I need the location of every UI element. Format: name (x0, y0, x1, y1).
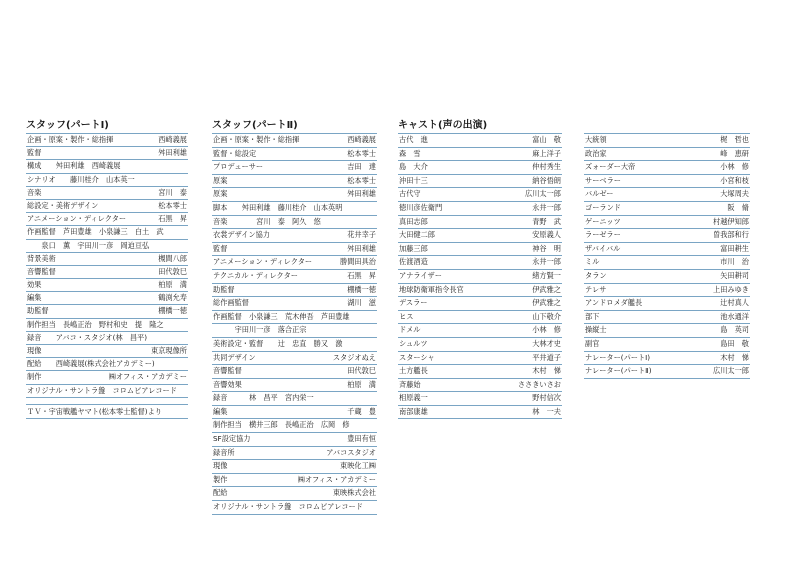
credit-name: 緒方賢一 (532, 270, 561, 280)
credit-role: 総設定・美術デザイン (27, 200, 99, 210)
credit-name: 仲村秀生 (532, 162, 561, 172)
credit-row (398, 175, 562, 189)
credit-name: 野村信次 (532, 393, 561, 403)
credit-role: 企画・原案・製作・総指揮 (213, 135, 300, 144)
credit-row (26, 319, 188, 332)
credit-role: 録音所 (213, 447, 235, 457)
credit-name: 市川 治 (720, 257, 749, 267)
credit-row (212, 487, 377, 501)
credit-row (398, 297, 562, 311)
credit-row (212, 284, 377, 298)
credit-row (212, 243, 377, 257)
credit-role: サーベラー (585, 175, 621, 185)
credit-row (26, 358, 188, 371)
credit-name: 峰 恵研 (720, 148, 749, 158)
credit-row (584, 243, 750, 257)
credit-row (26, 253, 188, 266)
credit-row (398, 270, 562, 284)
credit-name: 柏原 満 (347, 379, 376, 389)
credit-role: 音楽 (27, 187, 42, 197)
credit-row (26, 305, 188, 318)
credit-name: 富山 敬 (532, 135, 561, 144)
credit-role: 録音 林 昌平 宮内栄一 (213, 393, 314, 403)
credit-row (212, 161, 377, 175)
staff-part1-heading: スタッフ(パートⅠ) (26, 120, 109, 131)
credit-role: デスラー (399, 298, 428, 308)
credit-role: 監督 (27, 148, 42, 158)
credit-role: 音響監督 (27, 266, 56, 276)
credit-role: 大統領 (585, 135, 607, 144)
credit-row (26, 371, 188, 384)
credit-role: 配給 (213, 488, 228, 498)
credit-role: 島 大介 (399, 162, 428, 172)
credit-name: 石黒 昇 (347, 270, 376, 280)
credit-role: ミル (585, 257, 600, 267)
cast-heading-spacer (584, 120, 750, 132)
credit-row (398, 188, 562, 202)
credit-row (212, 175, 377, 189)
credit-row (398, 202, 562, 216)
credit-role: 部下 (585, 311, 600, 321)
credit-row (584, 297, 750, 311)
credit-role: バルゼー (585, 189, 614, 199)
credit-row (584, 270, 750, 284)
credit-row (398, 379, 562, 393)
credit-name: 阪 脩 (727, 202, 749, 212)
credit-name: 千蔵 豊 (347, 406, 376, 416)
credit-role: 制作 (27, 372, 42, 382)
staff-part2-list (212, 133, 377, 515)
credit-role: ナレーター(パートⅠ) (585, 352, 651, 362)
credit-role: 古代 進 (399, 135, 428, 144)
credit-name: 永井一郎 (532, 202, 561, 212)
credit-name: 納谷悟朗 (532, 175, 561, 185)
credit-row (584, 365, 750, 379)
credit-role: シュルツ (399, 338, 428, 348)
credit-name: 湖川 滋 (347, 298, 376, 308)
credit-name: 田代敦巳 (158, 266, 187, 276)
credit-role: 製作 (213, 474, 228, 484)
credit-name: 曽我部和行 (713, 230, 749, 240)
credit-name: 石黒 昇 (158, 214, 187, 224)
credit-row (398, 243, 562, 257)
credit-name: 吉田 達 (347, 162, 376, 172)
credit-role: 相原義一 (399, 393, 428, 403)
credit-role: ヒス (399, 311, 414, 321)
credit-name: 村越伊知郎 (713, 216, 749, 226)
credit-row (212, 460, 377, 474)
credit-role: ゴーランド (585, 202, 621, 212)
credit-role: 大田健二郎 (399, 230, 435, 240)
credit-row (26, 147, 188, 160)
credit-name: 広川太一郎 (525, 189, 561, 199)
credit-row (398, 338, 562, 352)
credit-row (398, 256, 562, 270)
cast-section (398, 120, 562, 419)
credit-role: シナリオ 藤川桂介 山本英一 (27, 174, 135, 184)
credit-row (212, 501, 377, 515)
credit-role: テレサ (585, 284, 607, 294)
credit-role: 背景美術 (27, 253, 56, 263)
credit-row (212, 256, 377, 270)
credit-name: 平井道子 (532, 352, 561, 362)
credit-role: 佐渡酒造 (399, 257, 428, 267)
credit-row (584, 161, 750, 175)
credit-role: 制作担当 横井三郎 長嶋正治 広岡 修 (213, 420, 350, 430)
credit-role: 現像 (27, 346, 42, 355)
credit-name: 麻上洋子 (532, 148, 561, 158)
credit-name: 柏原 満 (158, 280, 187, 290)
credit-role: 森 雪 (399, 148, 421, 158)
credit-row (212, 352, 377, 366)
credit-role: アナライザー (399, 270, 442, 280)
credit-role: ドメル (399, 325, 421, 335)
credit-row (26, 134, 188, 147)
credit-name: 西崎義展 (158, 135, 187, 144)
credit-role: 監督 (213, 243, 228, 253)
credit-name: 神谷 明 (532, 243, 561, 253)
source-footnote: ＴＶ・宇宙戦艦ヤマト(松本零士監督)より (26, 404, 188, 419)
credit-row (398, 324, 562, 338)
credit-role: 編集 (213, 406, 228, 416)
credit-role: 編集 (27, 293, 42, 303)
credit-row (26, 160, 188, 173)
credit-role: 現像 (213, 461, 228, 471)
credit-row (212, 392, 377, 406)
credit-role: 泉口 薫 宇田川一彦 岡迫亘弘 (27, 240, 150, 250)
credit-role: 企画・原案・製作・総指揮 (27, 135, 114, 144)
credit-name: 島田 敬 (720, 338, 749, 348)
credit-row (212, 202, 377, 216)
credit-role: 衣裳デザイン協力 (213, 230, 270, 240)
credit-name: 木村 悌 (720, 352, 749, 362)
credit-name: 永井一郎 (532, 257, 561, 267)
credit-role: 構成 舛田利雄 西崎義展 (27, 161, 121, 171)
credit-name: 辻村真人 (720, 298, 749, 308)
credit-name: 東映化工㈱ (340, 461, 376, 471)
credit-row (212, 229, 377, 243)
credit-name: 舛田利雄 (347, 243, 376, 253)
credit-name: 木村 悌 (532, 366, 561, 376)
credit-role: SF設定協力 (213, 434, 251, 444)
credit-name: 棚橋一徳 (158, 306, 187, 316)
credit-role: プロデューサー (213, 162, 264, 172)
staff-part2-section (212, 120, 377, 515)
credit-name: 宮川 泰 (158, 187, 187, 197)
credit-role: 制作担当 長嶋正治 野村和史 提 隆之 (27, 319, 164, 329)
credit-role: 原案 (213, 175, 228, 185)
credit-row (26, 187, 188, 200)
credit-name: 棚橋一徳 (347, 284, 376, 294)
cast-section-continued (584, 120, 750, 379)
credit-row (212, 433, 377, 447)
credit-role: 脚本 舛田利雄 藤川桂介 山本英明 (213, 202, 343, 212)
credit-row (584, 216, 750, 230)
cast-list-2 (584, 133, 750, 379)
credit-role: 操縦士 (585, 325, 607, 335)
credit-name: 大塚周夫 (720, 189, 749, 199)
credit-name: 広川太一郎 (713, 366, 749, 376)
credit-name: 伊武雅之 (532, 298, 561, 308)
credit-row (212, 365, 377, 379)
credit-role: アンドロメダ艦長 (585, 298, 643, 308)
credit-row (26, 266, 188, 279)
credit-row (212, 447, 377, 461)
credit-row (584, 311, 750, 325)
credit-row (584, 188, 750, 202)
credit-row (26, 292, 188, 305)
credit-row (398, 311, 562, 325)
credit-row (398, 284, 562, 298)
credit-role: 美術設定・監督 辻 忠直 勝又 激 (213, 338, 343, 348)
credit-row (398, 406, 562, 420)
credit-role: 音響監督 (213, 366, 242, 376)
credit-name: 小林 修 (532, 325, 561, 335)
staff-part1-list (26, 133, 188, 398)
credit-role: 作画監督 小泉謙三 荒木伸吾 芦田豊雄 (213, 311, 350, 321)
credit-row (212, 406, 377, 420)
cast-heading: キャスト(声の出演) (398, 120, 488, 131)
credit-role: 宇田川一彦 落合正宗 (213, 325, 307, 335)
credit-role: オリジナル・サントラ盤 コロムビアレコード (213, 502, 363, 512)
staff-part2-heading: スタッフ(パートⅡ) (212, 120, 298, 131)
credit-role: タラン (585, 270, 607, 280)
credit-role: 土方艦長 (399, 366, 428, 376)
credit-row (584, 256, 750, 270)
credit-role: 徳川彦佐衛門 (399, 202, 443, 212)
credit-role: 原案 (213, 189, 228, 199)
credit-name: 舛田利雄 (158, 148, 187, 158)
credit-row (584, 134, 750, 148)
credit-name: 松本零士 (347, 175, 376, 185)
credit-role: 南部康雄 (399, 406, 428, 416)
credit-row (584, 148, 750, 162)
credit-name: 槻間八郎 (158, 253, 187, 263)
staff-part1-section (26, 120, 188, 419)
credit-row (212, 148, 377, 162)
credit-row (212, 216, 377, 230)
credit-role: 古代守 (399, 189, 421, 199)
credit-row (584, 202, 750, 216)
credit-name: 矢田耕司 (720, 270, 749, 280)
credit-row (584, 284, 750, 298)
credit-row (398, 216, 562, 230)
credit-name: 安原義人 (532, 230, 561, 240)
credit-name: 小林 修 (720, 162, 749, 172)
credit-name: 小宮和枝 (720, 175, 749, 185)
credit-name: 青野 武 (532, 216, 561, 226)
credit-role: 監督・総設定 (213, 148, 257, 158)
credit-row (26, 174, 188, 187)
credit-name: 勝間田具治 (340, 257, 376, 267)
credit-role: ナレーター(パートⅡ) (585, 366, 652, 376)
credit-role: 斉藤始 (399, 379, 421, 389)
credit-name: 島 英司 (720, 325, 749, 335)
credit-role: 音響効果 (213, 379, 242, 389)
credit-name: ㈱オフィス・アカデミー (108, 372, 187, 382)
credit-row (26, 200, 188, 213)
credit-name: 上田みゆき (713, 284, 749, 294)
credit-row (398, 229, 562, 243)
credit-row (26, 345, 188, 358)
credit-row (212, 379, 377, 393)
credit-row (584, 175, 750, 189)
credit-name: 池水通洋 (720, 311, 749, 321)
credit-role: スターシャ (399, 352, 435, 362)
credit-row (212, 270, 377, 284)
credit-name: ささきいさお (517, 379, 561, 389)
credit-row (212, 134, 377, 148)
credit-name: 田代敦巳 (347, 366, 376, 376)
credit-name: ㈱オフィス・アカデミー (297, 474, 376, 484)
credit-name: 舛田利雄 (347, 189, 376, 199)
credit-row (212, 188, 377, 202)
credit-role: テクニカル・ディレクター (213, 270, 298, 280)
credit-role: 録音 アバコ・スタジオ(林 昌平) (27, 332, 148, 342)
credit-name: 松本零士 (158, 200, 187, 210)
credit-name: 伊武雅之 (532, 284, 561, 294)
credit-role: アニメーション・ディレクター (213, 257, 313, 267)
credit-name: 山下敬介 (532, 311, 561, 321)
credit-name: 梶 哲也 (720, 135, 749, 144)
credit-role: ラーゼラー (585, 230, 621, 240)
credit-row (212, 419, 377, 433)
credit-name: 松本零士 (347, 148, 376, 158)
credit-name: 大林才史 (532, 338, 561, 348)
credit-row (584, 352, 750, 366)
credit-row (398, 392, 562, 406)
cast-list-1 (398, 133, 562, 419)
credit-name: 豊田有恒 (347, 434, 376, 444)
credit-role: 共同デザイン (213, 352, 256, 362)
credit-row (398, 148, 562, 162)
credit-row (398, 365, 562, 379)
credit-name: 東映株式会社 (332, 488, 376, 498)
credit-row (212, 338, 377, 352)
credit-name: 鶴渕允寿 (158, 293, 187, 303)
credit-row (212, 474, 377, 488)
credit-role: 助監督 (213, 284, 235, 294)
credit-role: 配給 西崎義展(株式会社アカデミー) (27, 359, 155, 369)
credit-role: 総作画監督 (213, 298, 249, 308)
credit-row (26, 332, 188, 345)
credit-role: ズォーダー大帝 (585, 162, 636, 172)
credit-row (212, 311, 377, 325)
credit-row (26, 213, 188, 226)
credit-row (26, 385, 188, 398)
credit-role: 作画監督 芦田豊雄 小泉謙三 白土 武 (27, 227, 164, 237)
credit-role: 副官 (585, 338, 600, 348)
credit-name: アバコスタジオ (326, 447, 376, 457)
credit-name: 東京現像所 (151, 346, 187, 355)
credit-role: ザバイバル (585, 243, 621, 253)
credit-name: スタジオぬえ (332, 352, 376, 362)
credit-name: 花井幸子 (347, 230, 376, 240)
credit-role: 効果 (27, 280, 42, 290)
credit-role: 沖田十三 (399, 175, 428, 185)
credit-role: 政治家 (585, 148, 607, 158)
credit-name: 林 一夫 (532, 406, 561, 416)
credit-role: アニメーション・ディレクター (27, 214, 127, 224)
credit-role: 助監督 (27, 306, 49, 316)
credit-row (26, 226, 188, 239)
credit-row (212, 297, 377, 311)
credit-role: 真田志郎 (399, 216, 428, 226)
credit-role: オリジナル・サントラ盤 コロムビアレコード (27, 385, 177, 395)
credit-row (398, 134, 562, 148)
credit-row (26, 279, 188, 292)
credit-row (584, 324, 750, 338)
credit-role: 地球防衛軍指令長官 (399, 284, 464, 294)
credit-name: 富田耕生 (720, 243, 749, 253)
credit-row (212, 324, 377, 338)
credit-row (398, 161, 562, 175)
credit-row (584, 338, 750, 352)
credit-role: 加藤三郎 (399, 243, 428, 253)
credit-row (584, 229, 750, 243)
credit-role: 音楽 宮川 泰 阿久 悠 (213, 216, 321, 226)
credit-row (26, 240, 188, 253)
credit-name: 西崎義展 (347, 135, 376, 144)
credit-role: ゲーニッツ (585, 216, 621, 226)
credit-row (398, 352, 562, 366)
